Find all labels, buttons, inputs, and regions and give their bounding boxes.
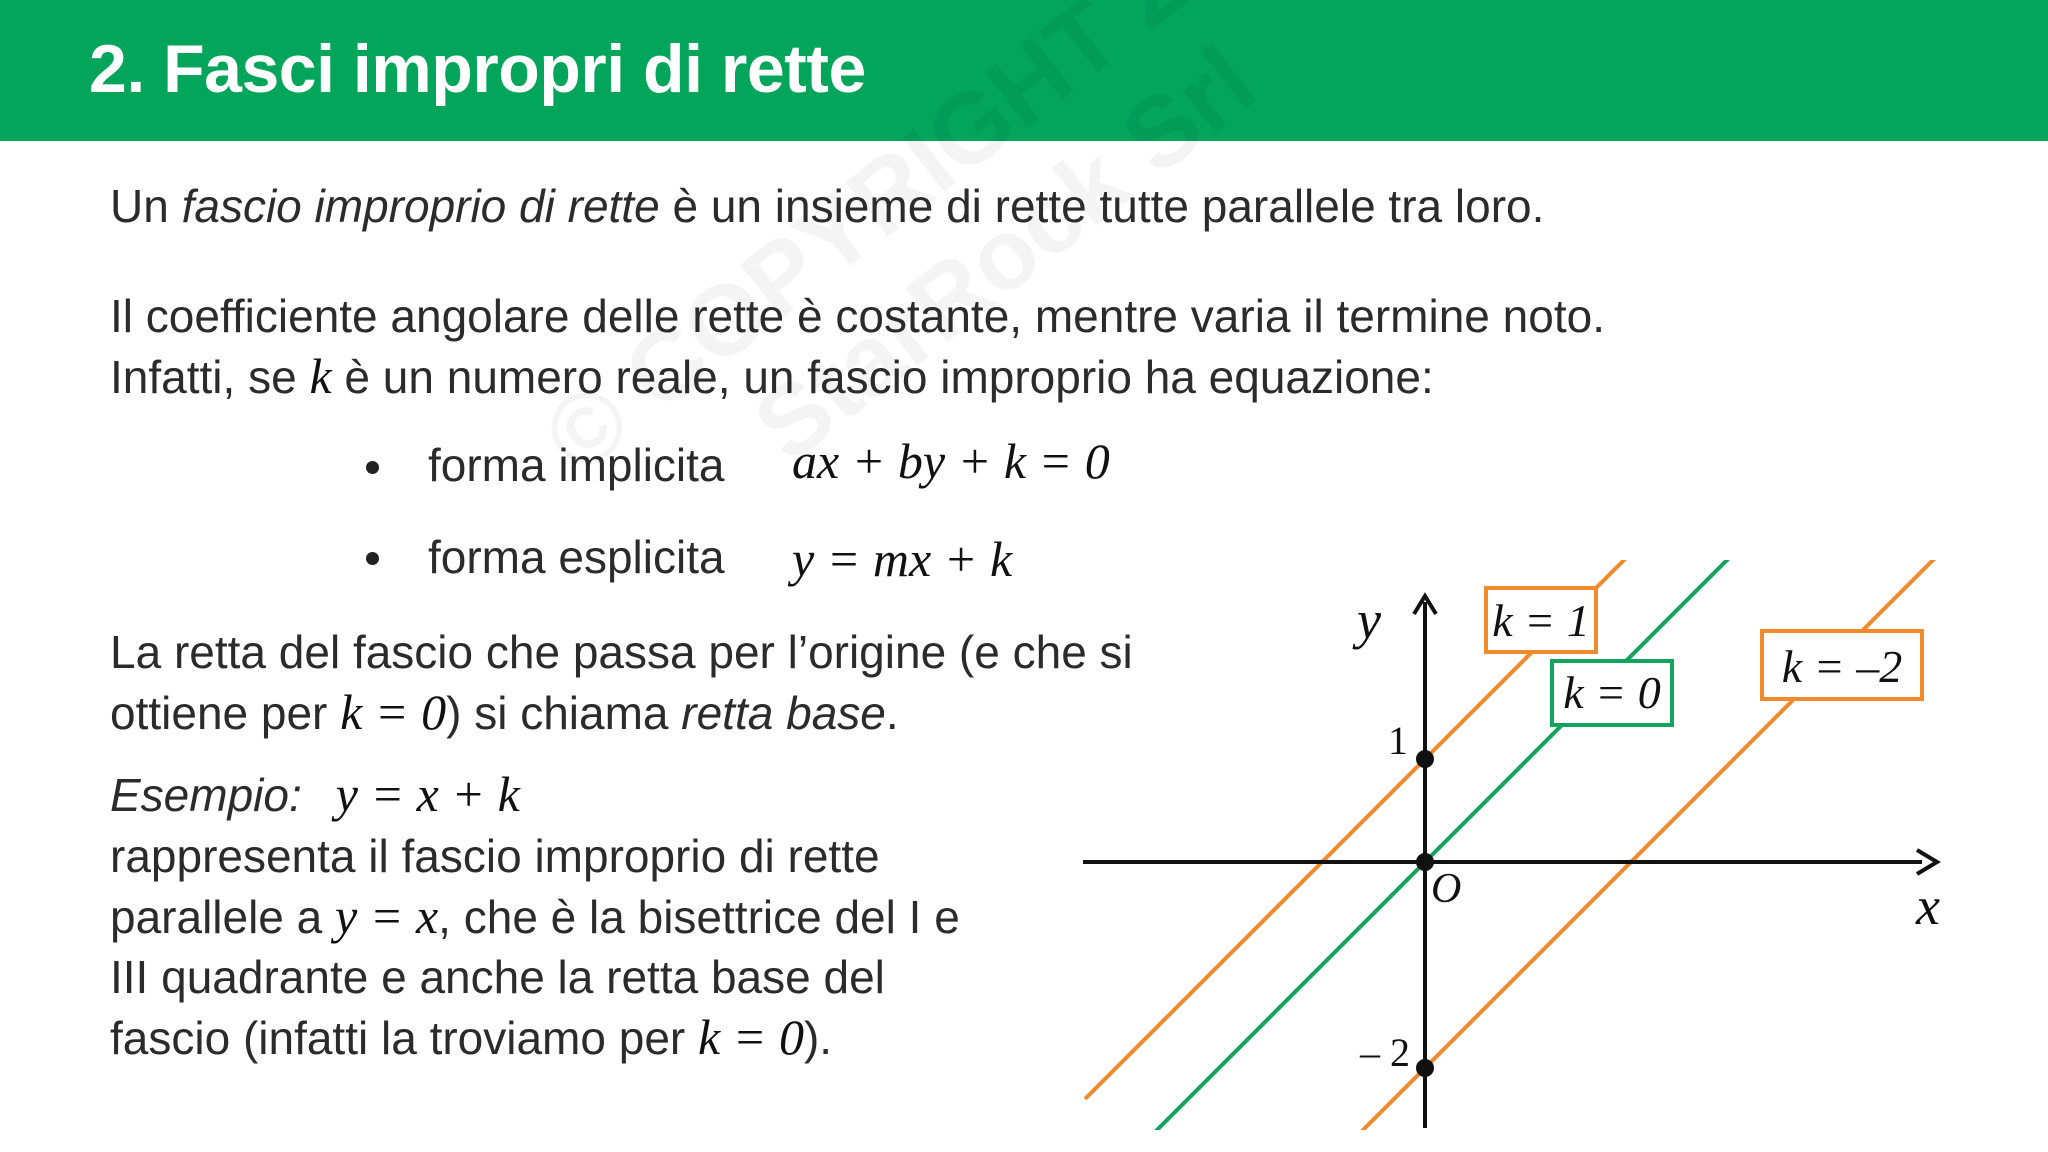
tick-label-1: 1 [1388, 718, 1408, 763]
slide-title: 2. Fasci impropri di rette [89, 31, 866, 107]
equation-implicit: ax + by + k = 0 [792, 433, 1110, 489]
example-line-3: III quadrante e anche la retta base del [110, 951, 885, 1003]
line-series-1 [1085, 326, 1961, 1152]
example-line-4-equation: k = 0 [698, 1009, 804, 1065]
slope-line-2-b: è un numero reale, un fascio improprio ha equazione: [331, 351, 1434, 403]
definition-text-b: è un insieme di rette tutte parallele tra loro. [659, 180, 1545, 232]
bullet-label-explicit: forma esplicita [428, 531, 725, 583]
intercept-point-2 [1416, 1059, 1434, 1077]
x-axis-label: x [1916, 876, 1940, 936]
origin-label: O [1431, 866, 1462, 912]
y-axis-label: y [1357, 590, 1381, 650]
example-line-4-a: fascio (infatti la troviamo per [110, 1012, 699, 1064]
example-line-2-a: parallele a [110, 891, 336, 943]
definition-term: fascio improprio di rette [181, 180, 660, 232]
example-equation: y = x + k [335, 766, 520, 822]
example-line-1: rappresenta il fascio improprio di rette [110, 830, 880, 882]
equation-explicit: y = mx + k [792, 531, 1013, 587]
slope-line-2-a: Infatti, se [110, 351, 310, 403]
base-line-term: retta base [681, 687, 886, 739]
base-line-equation: k = 0 [340, 684, 447, 740]
definition-text-a: Un [110, 180, 182, 232]
example-label: Esempio: [110, 769, 302, 821]
example-line-2-b: , che è la bisettrice del I e [438, 891, 960, 943]
k-symbol: k [309, 348, 332, 404]
bullet-label-implicit: forma implicita [428, 439, 725, 491]
base-line-2-c: . [885, 687, 899, 739]
base-line-2-b: ) si chiama [446, 687, 682, 739]
label-k0: k = 0 [1563, 667, 1661, 718]
example-line-4-b: ). [803, 1012, 833, 1064]
intercept-point-0 [1416, 750, 1434, 768]
label-k1: k = 1 [1492, 595, 1590, 646]
base-line-1: La retta del fascio che passa per l’origine (e che si [110, 626, 1133, 678]
base-line-2-a: ottiene per [110, 687, 341, 739]
tick-label-minus-2: – 2 [1360, 1030, 1410, 1075]
slope-line-1: Il coefficiente angolare delle rette è costante, mentre varia il termine noto. [110, 290, 1605, 342]
example-line-2-equation: y = x [335, 888, 439, 944]
label-km2: k = –2 [1781, 641, 1903, 692]
